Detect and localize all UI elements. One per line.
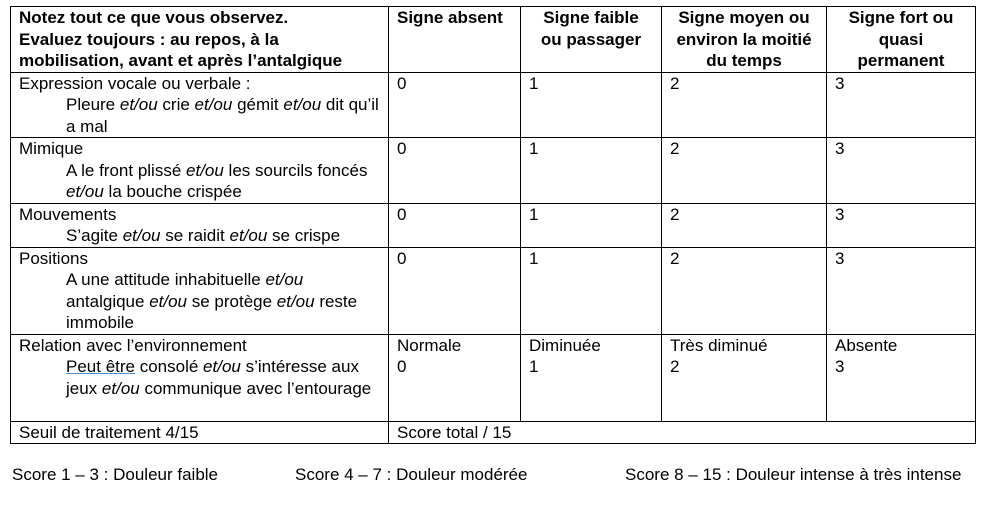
header-moyen-line-1: Signe moyen ou — [678, 8, 810, 27]
relation-label: Normale — [397, 335, 462, 355]
instructions-line-3: mobilisation, avant et après l’antalgique — [19, 51, 343, 70]
criterion-title: Mouvements — [19, 204, 117, 224]
score-fort: 3 — [827, 72, 976, 138]
criterion-description: S’agite et/ou se raidit et/ou se crispe — [66, 226, 341, 245]
header-signe-moyen — [662, 7, 827, 73]
criterion-title: Positions — [19, 248, 88, 268]
header-absent-text: Signe absent — [397, 8, 503, 27]
relation-row — [11, 334, 976, 421]
criterion-description: A une attitude inhabituelle et/ou antalgique et/ou se protège et/ou reste immobile — [66, 270, 358, 332]
relation-fort — [827, 334, 976, 421]
score-faible: 1 — [521, 247, 662, 334]
legend-faible: Score 1 – 3 : Douleur faible — [12, 465, 219, 484]
score-moyen: 2 — [662, 247, 827, 334]
total-score: Score total / 15 — [389, 421, 976, 444]
header-faible-line-1: Signe faible — [543, 8, 639, 27]
relation-score: 0 — [397, 357, 407, 376]
header-fort-line-3: permanent — [857, 51, 945, 70]
header-faible-line-2: ou passager — [540, 29, 642, 49]
table-row — [11, 72, 976, 138]
row-criterion — [11, 247, 389, 334]
header-instructions — [11, 7, 389, 73]
header-moyen-line-2: environ la moitié — [676, 29, 812, 49]
score-faible: 1 — [521, 203, 662, 247]
table-row — [11, 203, 976, 247]
row-criterion-relation — [11, 334, 389, 421]
criterion-title: Expression vocale ou verbale : — [19, 73, 251, 93]
row-criterion — [11, 72, 389, 138]
header-signe-faible — [521, 7, 662, 73]
score-absent: 0 — [389, 72, 521, 138]
legend-intense: Score 8 – 15 : Douleur intense à très intense — [625, 465, 962, 484]
relation-score: 1 — [529, 357, 539, 376]
row-criterion — [11, 138, 389, 204]
score-moyen: 2 — [662, 203, 827, 247]
relation-desc-rest: consolé et/ou s’intéresse aux jeux et/ou communique avec l’entourage — [66, 357, 372, 398]
score-fort: 3 — [827, 138, 976, 204]
treatment-threshold: Seuil de traitement 4/15 — [11, 421, 389, 444]
instructions-line-2: Evaluez toujours : au repos, à la — [19, 29, 279, 49]
header-fort-line-2: quasi — [878, 29, 924, 49]
footer-row — [11, 421, 976, 444]
criterion-title: Mimique — [19, 139, 84, 158]
relation-absent — [389, 334, 521, 421]
criterion-description: A le front plissé et/ou les sourcils foncés et/ou la bouche crispée — [66, 160, 368, 201]
instructions-line-1: Notez tout ce que vous observez. — [19, 8, 289, 27]
relation-moyen — [662, 334, 827, 421]
relation-label: Diminuée — [529, 335, 601, 355]
score-fort: 3 — [827, 247, 976, 334]
criterion-description: Pleure et/ou crie et/ou gémit et/ou dit qu’il a mal — [66, 95, 379, 136]
relation-label: Absente — [835, 335, 898, 355]
score-absent: 0 — [389, 203, 521, 247]
criterion-title: Relation avec l’environnement — [19, 335, 247, 355]
score-absent: 0 — [389, 247, 521, 334]
criterion-description — [19, 356, 380, 399]
row-criterion — [11, 203, 389, 247]
header-row — [11, 7, 976, 73]
pain-scale-table — [10, 6, 976, 444]
score-absent: 0 — [389, 138, 521, 204]
score-faible: 1 — [521, 138, 662, 204]
score-fort: 3 — [827, 203, 976, 247]
score-moyen: 2 — [662, 138, 827, 204]
relation-score: 3 — [835, 357, 845, 376]
legend-moderee: Score 4 – 7 : Douleur modérée — [295, 465, 528, 484]
header-signe-absent — [389, 7, 521, 73]
relation-score: 2 — [670, 357, 680, 376]
header-signe-fort — [827, 7, 976, 73]
header-moyen-line-3: du temps — [706, 51, 782, 70]
header-fort-line-1: Signe fort ou — [848, 8, 954, 27]
relation-label: Très diminué — [670, 335, 768, 355]
table-row — [11, 247, 976, 334]
spellcheck-underlined-text: Peut être — [66, 357, 135, 376]
relation-faible — [521, 334, 662, 421]
score-moyen: 2 — [662, 72, 827, 138]
score-faible: 1 — [521, 72, 662, 138]
table-row — [11, 138, 976, 204]
